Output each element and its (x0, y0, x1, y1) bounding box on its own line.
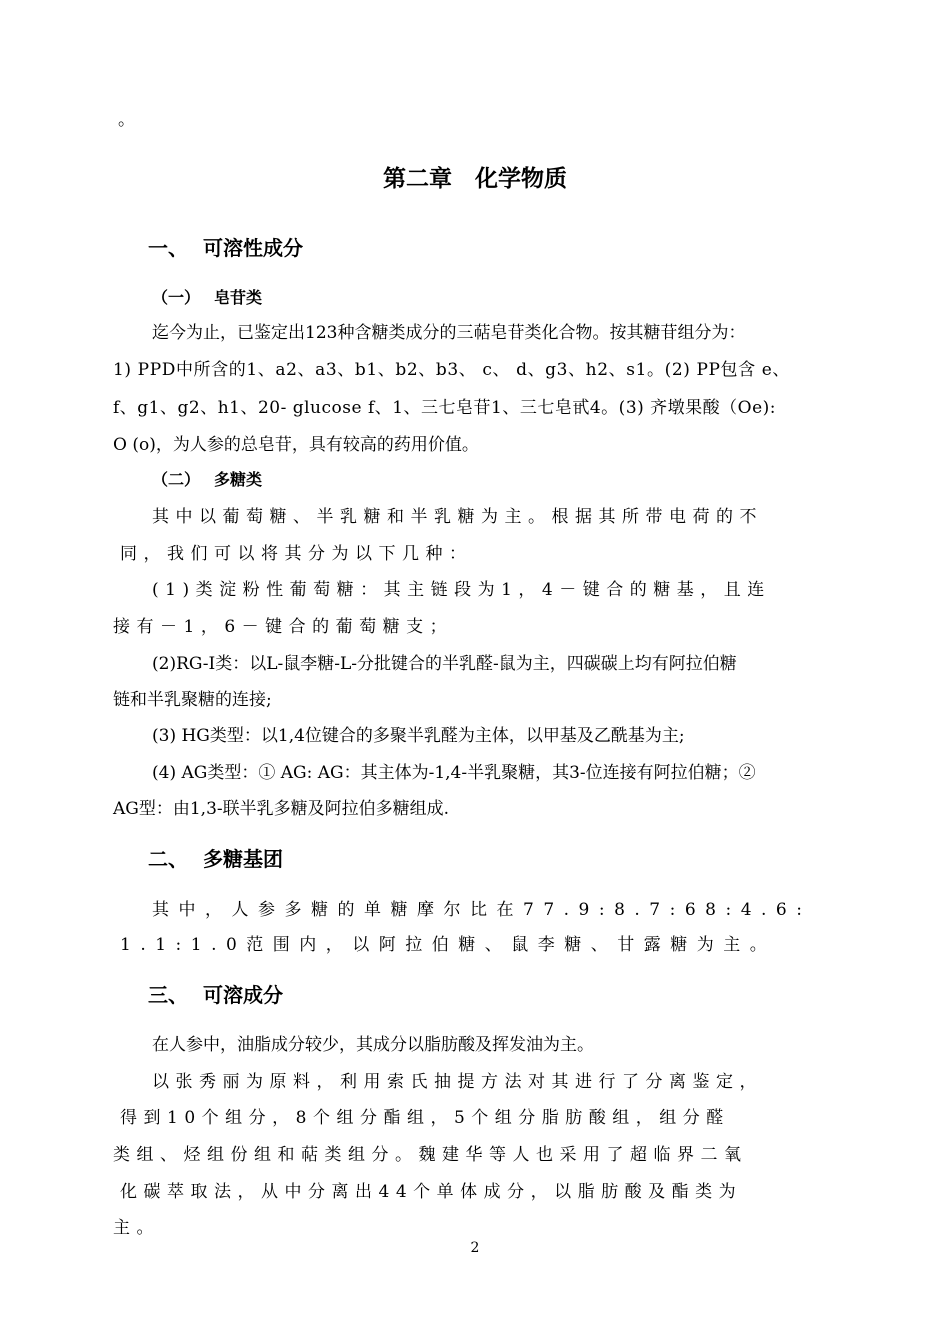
paragraph-line: 接有－1，6－键合的葡萄糖支； (113, 617, 454, 637)
section-title: 多糖基团 (203, 847, 283, 871)
paragraph-line: 以张秀丽为原料，利用索氏抽提方法对其进行了分离鉴定， (152, 1072, 763, 1092)
paragraph-line: 类组、烃组份组和萜类组分。魏建华等人也采用了超临界二氧 (113, 1145, 748, 1165)
paragraph-line: 得到10个组分，8个组分酯组，5个组分脂肪酸组，组分醛 (120, 1108, 730, 1128)
paragraph-line: 同，我们可以将其分为以下几种： (120, 544, 473, 564)
subsection-number: （一） (152, 288, 201, 307)
section-heading-3 (148, 981, 283, 1009)
subsection-title: 皂苷类 (214, 288, 263, 307)
paragraph-line: (2)RG-I类：以L-鼠李糖-L-分批键合的半乳醛-鼠为主，四碳碳上均有阿拉伯糖 (152, 654, 737, 674)
subsection-heading-2 (152, 468, 262, 492)
paragraph-line: O (o)，为人参的总皂苷，具有较高的药用价值。 (113, 435, 479, 455)
paragraph-line: 1.1:1.0范围内，以阿拉伯糖、鼠李糖、甘露糖为主。 (120, 935, 777, 955)
subsection-heading-1 (152, 286, 262, 310)
subsection-title: 多糖类 (214, 470, 263, 489)
subsection-number: （二） (152, 470, 201, 489)
paragraph-line: 化碳萃取法，从中分离出44个单体成分，以脂肪酸及酯类为 (120, 1182, 743, 1202)
section-number: 二、 (148, 847, 188, 871)
paragraph-line: 其中以葡萄糖、半乳糖和半乳糖为主。根据其所带电荷的不 (152, 507, 763, 527)
chapter-title: 第二章 化学物质 (383, 166, 567, 192)
section-heading-1 (148, 234, 303, 262)
page-number: 2 (470, 1240, 480, 1256)
paragraph-line: 在人参中，油脂成分较少，其成分以脂肪酸及挥发油为主。 (152, 1035, 594, 1055)
paragraph-line: (4) AG类型：① AG: AG：其主体为-1,4-半乳聚糖，其3-位连接有阿拉伯糖；② (152, 763, 756, 783)
paragraph-line: AG型：由1,3-联半乳多糖及阿拉伯多糖组成. (113, 799, 450, 819)
section-number: 一、 (148, 236, 188, 260)
paragraph-line: 主。 (113, 1218, 160, 1238)
paragraph-line: (1)类淀粉性葡萄糖：其主链段为1，4－键合的糖基，且连 (152, 580, 771, 600)
section-heading-2 (148, 845, 283, 873)
paragraph-line: 链和半乳聚糖的连接; (113, 690, 272, 710)
paragraph-line: 其中，人参多糖的单糖摩尔比在77.9:8.7:68:4.6: (152, 900, 812, 920)
paragraph-line: f、g1、g2、h1、20- glucose f、1、三七皂苷1、三七皂甙4。(3) 齐墩果酸（Oe): (113, 398, 777, 418)
section-title: 可溶性成分 (203, 236, 303, 260)
section-title: 可溶成分 (203, 983, 283, 1007)
paragraph-line: 迄今为止，已鉴定出123种含糖类成分的三萜皂苷类化合物。按其糖苷组分为： (152, 323, 746, 343)
paragraph-line: (3) HG类型：以1,4位键合的多聚半乳醛为主体，以甲基及乙酰基为主; (152, 726, 685, 746)
section-number: 三、 (148, 983, 188, 1007)
top-fragment: 。 (118, 110, 135, 130)
paragraph-line: 1) PPD中所含的1、a2、a3、b1、b2、b3、 c、 d、g3、h2、s1。(2) PP包含 e、 (113, 360, 791, 380)
